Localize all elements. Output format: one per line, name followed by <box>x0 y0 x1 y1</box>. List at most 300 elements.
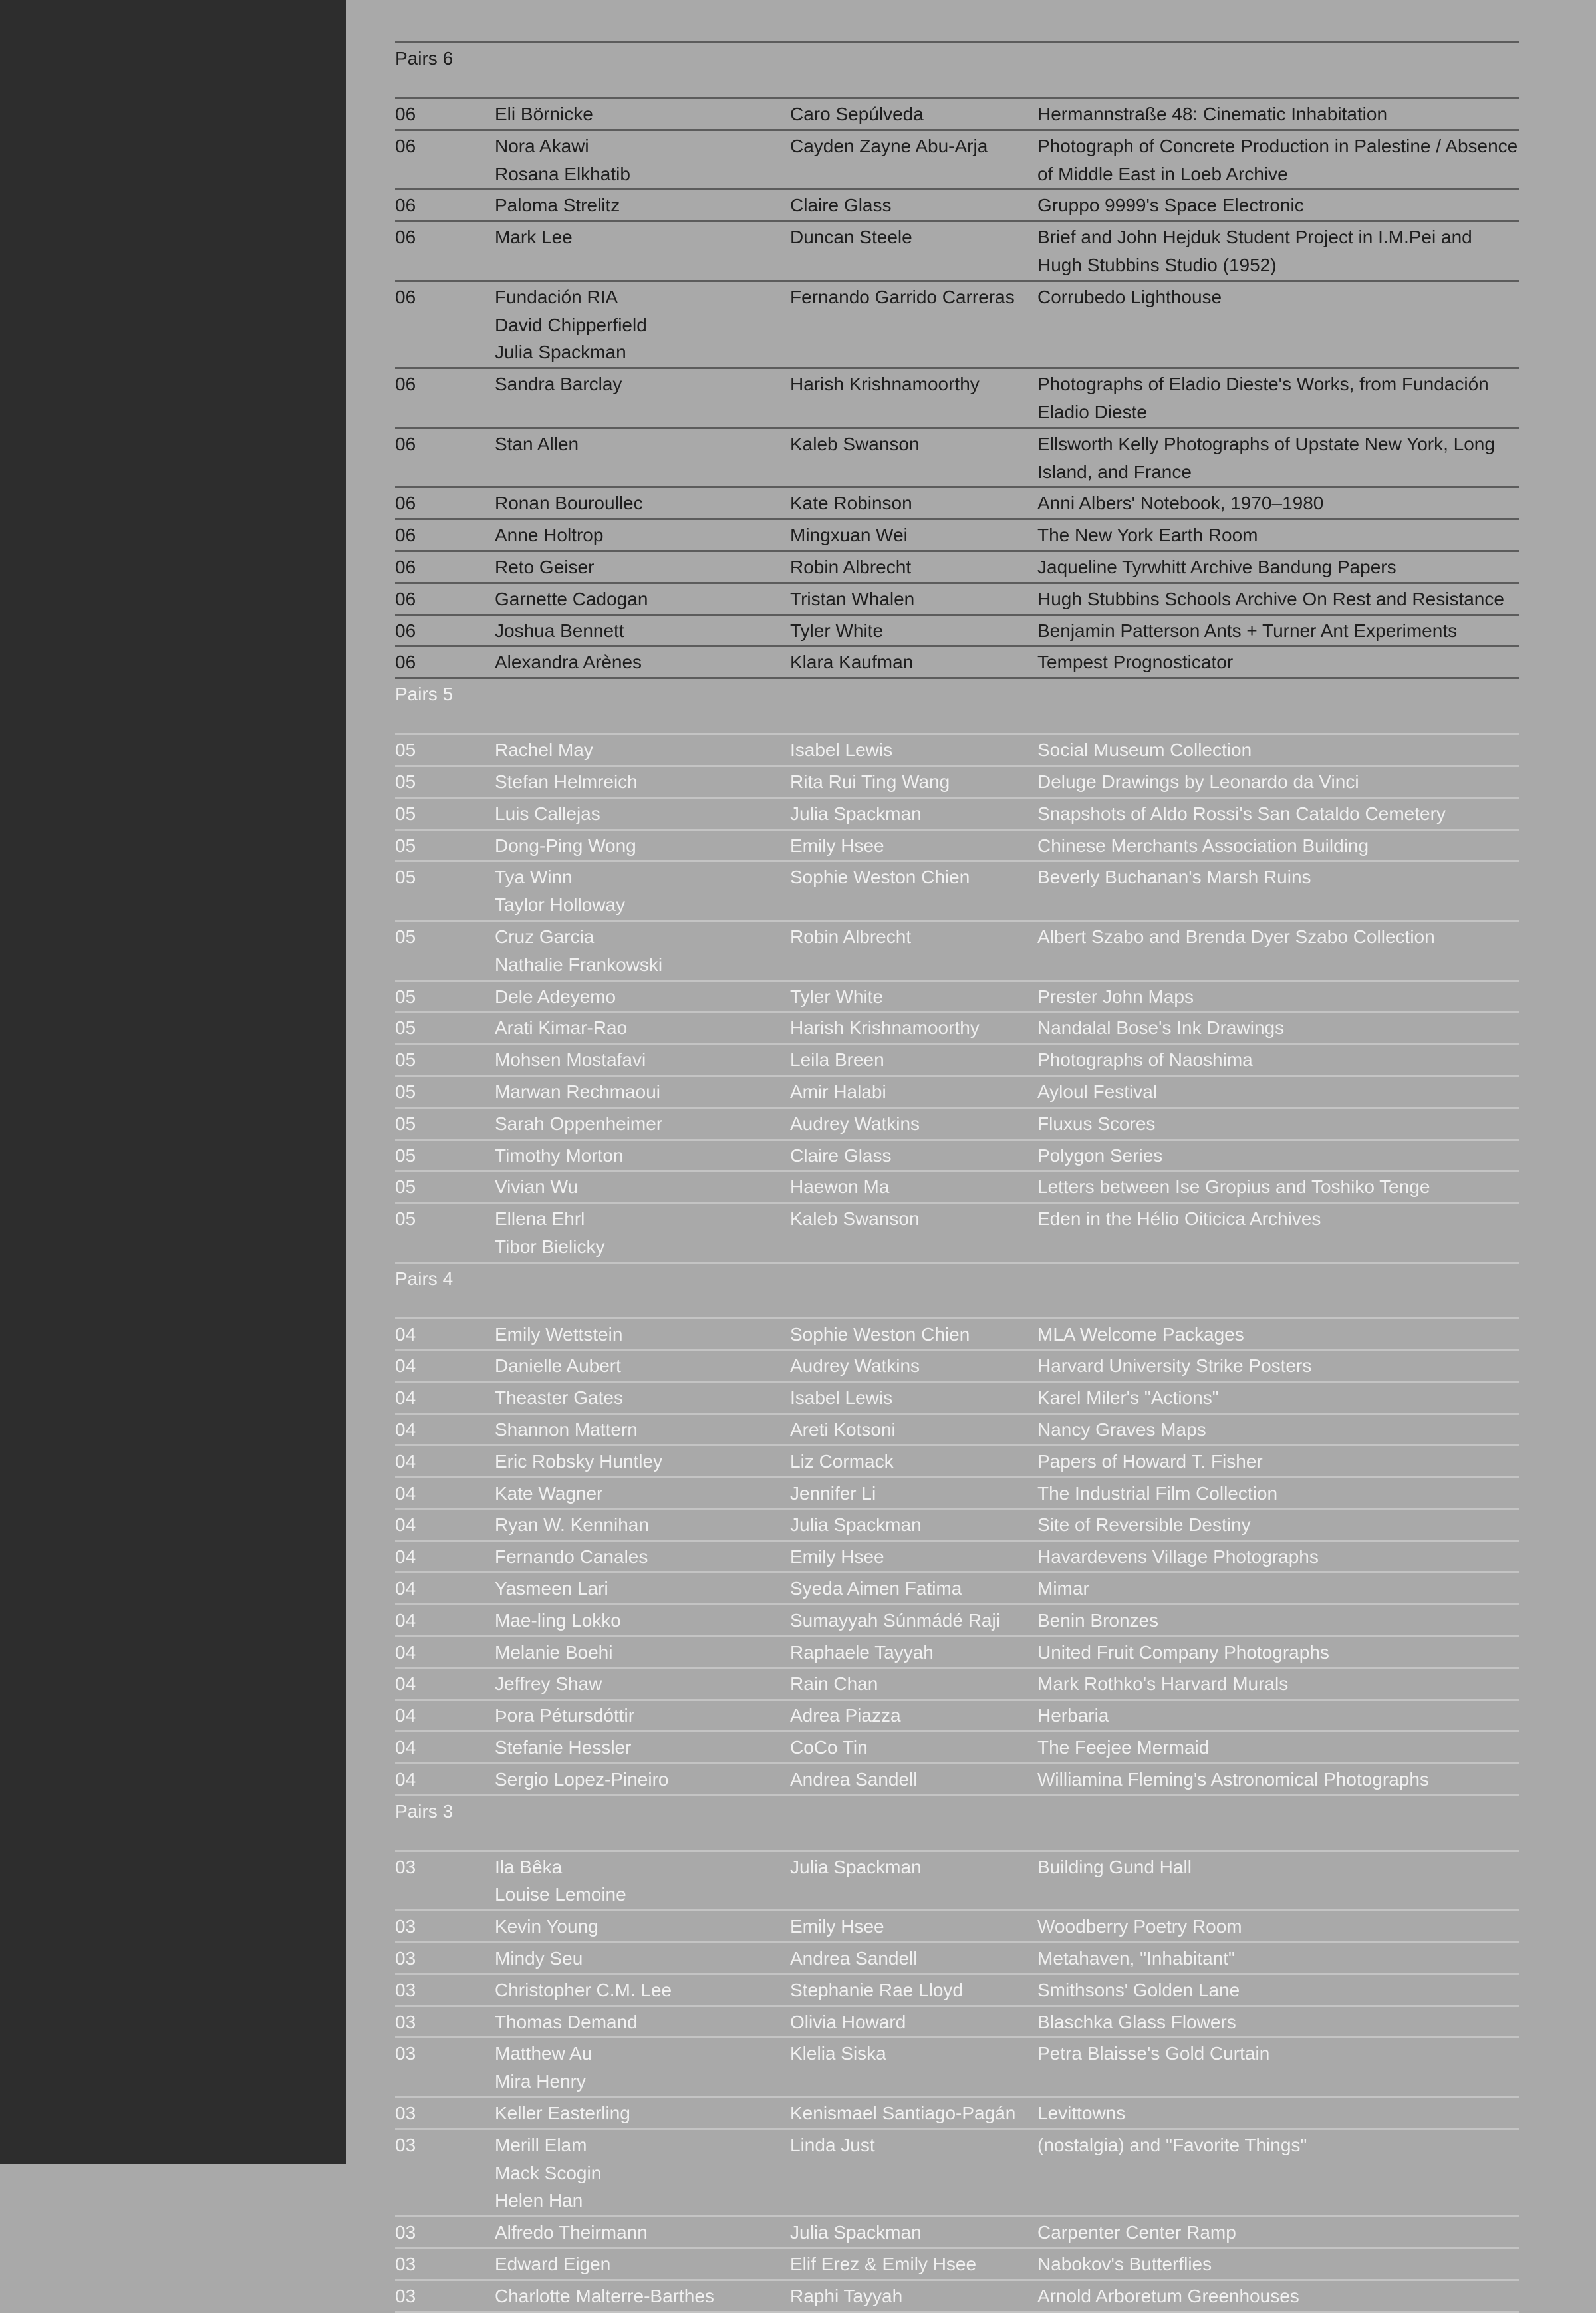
pair-number: 05 <box>395 771 416 792</box>
partner-name: Sumayyah Súnmádé Raji <box>790 1609 1000 1631</box>
contributor-name: Eric Robsky Huntley <box>495 1450 663 1472</box>
contributors <box>495 1702 790 1730</box>
pair-number: 04 <box>395 1546 416 1567</box>
section-heading: Pairs 3 <box>395 1796 1519 1852</box>
project-title: Gruppo 9999's Space Electronic <box>1037 195 1304 216</box>
contributors <box>495 283 790 366</box>
contributors <box>495 800 790 828</box>
contributor-name: Kevin Young <box>495 1916 598 1937</box>
partner-name: Julia Spackman <box>790 803 922 824</box>
pair-number: 04 <box>395 1450 416 1472</box>
contributor-name: David Chipperfield <box>495 314 647 335</box>
partner-name: Tyler White <box>790 620 884 641</box>
partner-name: Olivia Howard <box>790 2011 906 2032</box>
pair-number: 05 <box>395 926 416 947</box>
contributor-name: Cruz Garcia <box>495 926 595 947</box>
contributor-name: Taylor Holloway <box>495 894 626 916</box>
partner-name: Liz Cormack <box>790 1450 894 1472</box>
contributor-name: Fernando Canales <box>495 1546 648 1567</box>
pair-row <box>395 190 1519 222</box>
pair-row <box>395 1319 1519 1351</box>
partner-name: Isabel Lewis <box>790 740 893 761</box>
contributor-name: Dele Adeyemo <box>495 986 616 1007</box>
contributor-name: Christopher C.M. Lee <box>495 1979 672 2000</box>
pair-number: 03 <box>395 2254 416 2274</box>
contributor-name: Mohsen Mostafavi <box>495 1049 646 1071</box>
book-spine <box>0 0 346 2164</box>
contributors <box>495 1913 790 1941</box>
pair-number: 06 <box>395 433 416 454</box>
contributor-name: Mack Scogin <box>495 2162 602 2183</box>
contributor-name: Ryan W. Kennihan <box>495 1514 649 1536</box>
contributor-name: Rachel May <box>495 740 593 761</box>
contributors <box>495 923 790 979</box>
contributors <box>495 370 790 426</box>
contributors <box>495 863 790 919</box>
pairs-section <box>395 1264 1519 1796</box>
index-page <box>346 0 1596 2306</box>
contributor-name: Þora Pétursdóttir <box>495 1705 635 1726</box>
contributor-name: Arati Kimar-Rao <box>495 1018 628 1039</box>
contributor-name: Keller Easterling <box>495 2103 630 2124</box>
project-title: Benin Bronzes <box>1037 1609 1159 1631</box>
partner-name: Duncan Steele <box>790 227 912 248</box>
partner-name: Julia Spackman <box>790 1856 922 1877</box>
contributor-name: Mindy Seu <box>495 1948 583 1969</box>
contributor-name: Eli Börnicke <box>495 104 593 124</box>
pair-row <box>395 1351 1519 1383</box>
project-title: Ayloul Festival <box>1037 1081 1158 1102</box>
project-title: Site of Reversible Destiny <box>1037 1514 1251 1536</box>
pair-number: 04 <box>395 1482 416 1504</box>
partner-name: Cayden Zayne Abu-Arja <box>790 135 988 156</box>
contributor-name: Helen Han <box>495 2190 583 2211</box>
pair-row <box>395 735 1519 767</box>
contributors <box>495 768 790 796</box>
partner-name: Caro Sepúlveda <box>790 104 924 124</box>
pair-number: 05 <box>395 740 416 761</box>
contributor-name: Tya Winn <box>495 867 573 888</box>
partner-name: Amir Halabi <box>790 1081 886 1102</box>
contributors <box>495 617 790 645</box>
partner-name: Kenismael Santiago-Pagán <box>790 2103 1016 2124</box>
pair-number: 03 <box>395 1979 416 2000</box>
pair-row <box>395 982 1519 1014</box>
partner-name: Claire Glass <box>790 195 892 216</box>
contributors <box>495 430 790 486</box>
partner-name: Adrea Piazza <box>790 1705 901 1726</box>
contributors <box>495 1766 790 1794</box>
contributor-name: Merill Elam <box>495 2134 587 2155</box>
contributors <box>495 1511 790 1539</box>
pair-row <box>395 99 1519 131</box>
pair-number: 06 <box>395 556 416 577</box>
contributor-name: Jeffrey Shaw <box>495 1673 602 1695</box>
partner-name: Jennifer Li <box>790 1482 876 1504</box>
project-title: The Industrial Film Collection <box>1037 1482 1278 1504</box>
pair-number: 05 <box>395 867 416 888</box>
pair-number: 06 <box>395 588 416 609</box>
pairs-section <box>395 43 1519 679</box>
pair-number: 06 <box>395 652 416 673</box>
pair-row <box>395 767 1519 799</box>
contributor-name: Emily Wettstein <box>495 1323 623 1345</box>
project-title: Anni Albers' Notebook, 1970–1980 <box>1037 493 1324 514</box>
partner-name: Rita Rui Ting Wang <box>790 771 950 792</box>
pair-row <box>395 429 1519 489</box>
pair-row <box>395 1701 1519 1732</box>
contributors <box>495 223 790 279</box>
project-title: Karel Miler's "Actions" <box>1037 1387 1219 1409</box>
contributors <box>495 1078 790 1106</box>
contributor-name: Mark Lee <box>495 227 573 248</box>
contributor-name: Stefanie Hessler <box>495 1737 632 1758</box>
contributors <box>495 1416 790 1444</box>
partner-name: Stephanie Rae Lloyd <box>790 1979 963 2000</box>
pair-number: 03 <box>395 2134 416 2155</box>
partner-name: Tristan Whalen <box>790 588 915 609</box>
partner-name: Isabel Lewis <box>790 1387 893 1409</box>
partner-name: Raphaele Tayyah <box>790 1641 934 1663</box>
pair-number: 05 <box>395 1208 416 1230</box>
pair-row <box>395 2007 1519 2039</box>
contributor-name: Dong-Ping Wong <box>495 835 636 856</box>
pair-row <box>395 1172 1519 1204</box>
project-title: Building Gund Hall <box>1037 1856 1192 1877</box>
pair-row <box>395 616 1519 648</box>
partner-name: Raphi Tayyah <box>790 2285 903 2306</box>
project-title: United Fruit Company Photographs <box>1037 1641 1329 1663</box>
project-title: Papers of Howard T. Fisher <box>1037 1450 1263 1472</box>
project-title: Metahaven, "Inhabitant" <box>1037 1948 1235 1969</box>
partner-name: Mingxuan Wei <box>790 525 908 546</box>
contributors <box>495 1142 790 1170</box>
contributor-name: Edward Eigen <box>495 2254 611 2274</box>
contributor-name: Danielle Aubert <box>495 1355 621 1377</box>
pair-row <box>395 799 1519 831</box>
contributor-name: Mira Henry <box>495 2071 586 2092</box>
contributors <box>495 2282 790 2310</box>
contributor-name: Shannon Mattern <box>495 1419 638 1440</box>
pair-row <box>395 1478 1519 1510</box>
contributors <box>495 521 790 549</box>
pair-number: 05 <box>395 1018 416 1039</box>
project-title: Ellsworth Kelly Photographs of Upstate New York, Long Island, and France <box>1037 433 1495 482</box>
pair-row <box>395 1852 1519 1912</box>
pair-number: 06 <box>395 525 416 546</box>
contributors <box>495 2219 790 2246</box>
project-title: Arnold Arboretum Greenhouses <box>1037 2285 1299 2306</box>
project-title: Havardevens Village Photographs <box>1037 1546 1319 1567</box>
pair-number: 04 <box>395 1578 416 1599</box>
pair-row <box>395 1637 1519 1669</box>
contributor-name: Alfredo Theirmann <box>495 2222 648 2243</box>
project-title: (nostalgia) and "Favorite Things" <box>1037 2134 1307 2155</box>
project-title: Polygon Series <box>1037 1145 1163 1166</box>
partner-name: Robin Albrecht <box>790 556 912 577</box>
contributors <box>495 1173 790 1201</box>
pair-number: 03 <box>395 2043 416 2064</box>
pair-row <box>395 2038 1519 2098</box>
partner-name: Fernando Garrido Carreras <box>790 286 1015 307</box>
contributors <box>495 2040 790 2096</box>
pair-row <box>395 222 1519 282</box>
project-title: Smithsons' Golden Lane <box>1037 1979 1240 2000</box>
contributors <box>495 1734 790 1762</box>
pair-row <box>395 2130 1519 2217</box>
pair-number: 03 <box>395 2222 416 2243</box>
partner-name: Claire Glass <box>790 1145 892 1166</box>
partner-name: Andrea Sandell <box>790 1768 918 1790</box>
project-title: Harvard University Strike Posters <box>1037 1355 1312 1377</box>
contributor-name: Paloma Strelitz <box>495 195 620 216</box>
contributors <box>495 1670 790 1698</box>
section-heading: Pairs 5 <box>395 679 1519 735</box>
contributors <box>495 585 790 613</box>
pair-row <box>395 1764 1519 1796</box>
contributor-name: Alexandra Arènes <box>495 652 642 673</box>
pair-number: 06 <box>395 195 416 216</box>
partner-name: Leila Breen <box>790 1049 884 1071</box>
contributor-name: Yasmeen Lari <box>495 1578 608 1599</box>
pair-number: 06 <box>395 135 416 156</box>
contributors <box>495 192 790 219</box>
contributors <box>495 1205 790 1261</box>
partner-name: Klelia Siska <box>790 2043 886 2064</box>
contributor-name: Sergio Lopez-Pineiro <box>495 1768 669 1790</box>
partner-name: Rain Chan <box>790 1673 878 1695</box>
contributors <box>495 1639 790 1667</box>
contributor-name: Vivian Wu <box>495 1176 579 1198</box>
pair-number: 06 <box>395 620 416 641</box>
pair-number: 05 <box>395 1176 416 1198</box>
project-title: The New York Earth Room <box>1037 525 1258 546</box>
pair-number: 04 <box>395 1387 416 1409</box>
pair-number: 03 <box>395 2011 416 2032</box>
project-title: Deluge Drawings by Leonardo da Vinci <box>1037 771 1359 792</box>
pair-row <box>395 2281 1519 2313</box>
project-title: Herbaria <box>1037 1705 1109 1726</box>
contributors <box>495 1976 790 2004</box>
pair-row <box>395 1975 1519 2007</box>
pair-number: 06 <box>395 104 416 124</box>
project-title: Woodberry Poetry Room <box>1037 1916 1242 1937</box>
contributors <box>495 2100 790 2127</box>
contributor-name: Thomas Demand <box>495 2011 638 2032</box>
pair-number: 06 <box>395 227 416 248</box>
partner-name: Klara Kaufman <box>790 652 914 673</box>
project-title: Nabokov's Butterflies <box>1037 2254 1212 2274</box>
contributor-name: Nora Akawi <box>495 135 589 156</box>
pair-number: 06 <box>395 374 416 395</box>
contributors <box>495 983 790 1011</box>
pair-row <box>395 2249 1519 2281</box>
contributor-name: Tibor Bielicky <box>495 1236 605 1257</box>
contributor-name: Reto Geiser <box>495 556 595 577</box>
project-title: Beverly Buchanan's Marsh Ruins <box>1037 867 1311 888</box>
pair-row <box>395 1383 1519 1415</box>
partner-name: Kaleb Swanson <box>790 1208 920 1230</box>
pair-number: 04 <box>395 1323 416 1345</box>
contributors <box>495 132 790 188</box>
pair-number: 05 <box>395 1113 416 1134</box>
pair-row <box>395 2098 1519 2130</box>
pair-row <box>395 2217 1519 2249</box>
project-title: Prester John Maps <box>1037 986 1194 1007</box>
contributor-name: Matthew Au <box>495 2043 593 2064</box>
pair-row <box>395 584 1519 616</box>
section-heading: Pairs 6 <box>395 43 1519 99</box>
contributor-name: Joshua Bennett <box>495 620 624 641</box>
pairs-index-list <box>395 41 1519 2313</box>
pair-number: 04 <box>395 1673 416 1695</box>
partner-name: Emily Hsee <box>790 1546 884 1567</box>
contributors <box>495 648 790 676</box>
project-title: Snapshots of Aldo Rossi's San Cataldo Cemetery <box>1037 803 1446 824</box>
partner-name: Robin Albrecht <box>790 926 912 947</box>
pair-row <box>395 1605 1519 1637</box>
pair-row <box>395 1077 1519 1109</box>
project-title: Levittowns <box>1037 2103 1126 2124</box>
partner-name: Haewon Ma <box>790 1176 890 1198</box>
contributor-name: Rosana Elkhatib <box>495 163 630 184</box>
project-title: Eden in the Hélio Oiticica Archives <box>1037 1208 1321 1230</box>
pair-number: 04 <box>395 1355 416 1377</box>
project-title: Benjamin Patterson Ants + Turner Ant Experiments <box>1037 620 1458 641</box>
contributor-name: Theaster Gates <box>495 1387 623 1409</box>
pair-number: 06 <box>395 286 416 307</box>
pair-row <box>395 1732 1519 1764</box>
project-title: Nancy Graves Maps <box>1037 1419 1206 1440</box>
pair-row <box>395 1415 1519 1446</box>
project-title: Williamina Fleming's Astronomical Photographs <box>1037 1768 1429 1790</box>
project-title: Mimar <box>1037 1578 1089 1599</box>
contributor-name: Anne Holtrop <box>495 525 604 546</box>
pair-row <box>395 1109 1519 1141</box>
project-title: Photographs of Naoshima <box>1037 1049 1253 1071</box>
contributors <box>495 1480 790 1508</box>
partner-name: Emily Hsee <box>790 835 884 856</box>
partner-name: Syeda Aimen Fatima <box>790 1578 962 1599</box>
project-title: Photographs of Eladio Dieste's Works, from Fundación Eladio Dieste <box>1037 374 1489 422</box>
partner-name: CoCo Tin <box>790 1737 868 1758</box>
project-title: Blaschka Glass Flowers <box>1037 2011 1236 2032</box>
project-title: Letters between Ise Gropius and Toshiko Tenge <box>1037 1176 1430 1198</box>
pair-number: 04 <box>395 1705 416 1726</box>
project-title: Fluxus Scores <box>1037 1113 1156 1134</box>
contributors <box>495 1352 790 1380</box>
pair-row <box>395 131 1519 191</box>
pair-row <box>395 1013 1519 1045</box>
project-title: Hugh Stubbins Schools Archive On Rest and Resistance <box>1037 588 1504 609</box>
project-title: Hermannstraße 48: Cinematic Inhabitation <box>1037 104 1388 124</box>
partner-name: Audrey Watkins <box>790 1355 920 1377</box>
contributors <box>495 2250 790 2278</box>
partner-name: Linda Just <box>790 2134 875 2155</box>
partner-name: Harish Krishnamoorthy <box>790 1018 980 1039</box>
contributor-name: Ila Bêka <box>495 1856 563 1877</box>
contributor-name: Kate Wagner <box>495 1482 603 1504</box>
pair-row <box>395 488 1519 520</box>
pair-row <box>395 1911 1519 1943</box>
contributor-name: Marwan Rechmaoui <box>495 1081 660 1102</box>
pair-number: 03 <box>395 1856 416 1877</box>
pair-number: 05 <box>395 1145 416 1166</box>
contributor-name: Louise Lemoine <box>495 1884 626 1905</box>
contributor-name: Sarah Oppenheimer <box>495 1113 663 1134</box>
pair-row <box>395 831 1519 863</box>
partner-name: Andrea Sandell <box>790 1948 918 1969</box>
pair-number: 03 <box>395 1948 416 1969</box>
pair-number: 04 <box>395 1737 416 1758</box>
pair-number: 05 <box>395 1081 416 1102</box>
contributor-name: Nathalie Frankowski <box>495 954 663 975</box>
pairs-section <box>395 679 1519 1264</box>
partner-name: Harish Krishnamoorthy <box>790 374 980 395</box>
contributors <box>495 1607 790 1635</box>
contributors <box>495 2131 790 2215</box>
pair-number: 04 <box>395 1609 416 1631</box>
partner-name: Sophie Weston Chien <box>790 867 970 888</box>
project-title: Social Museum Collection <box>1037 740 1252 761</box>
project-title: MLA Welcome Packages <box>1037 1323 1244 1345</box>
contributors <box>495 1448 790 1476</box>
contributors <box>495 1110 790 1138</box>
pair-row <box>395 1943 1519 1975</box>
project-title: Jaqueline Tyrwhitt Archive Bandung Papers <box>1037 556 1396 577</box>
project-title: Albert Szabo and Brenda Dyer Szabo Collection <box>1037 926 1435 947</box>
contributors <box>495 1945 790 1973</box>
partner-name: Kaleb Swanson <box>790 433 920 454</box>
pair-row <box>395 1669 1519 1701</box>
contributor-name: Garnette Cadogan <box>495 588 648 609</box>
contributors <box>495 1046 790 1074</box>
project-title: Chinese Merchants Association Building <box>1037 835 1369 856</box>
contributor-name: Sandra Barclay <box>495 374 622 395</box>
pair-number: 03 <box>395 2285 416 2306</box>
pair-row <box>395 862 1519 922</box>
project-title: Carpenter Center Ramp <box>1037 2222 1236 2243</box>
partner-name: Sophie Weston Chien <box>790 1323 970 1345</box>
project-title: Petra Blaisse's Gold Curtain <box>1037 2043 1270 2064</box>
contributor-name: Ronan Bouroullec <box>495 493 643 514</box>
contributors <box>495 1014 790 1042</box>
pair-number: 06 <box>395 493 416 514</box>
contributors <box>495 1543 790 1571</box>
contributor-name: Luis Callejas <box>495 803 600 824</box>
pair-row <box>395 922 1519 982</box>
pair-number: 05 <box>395 835 416 856</box>
project-title: Corrubedo Lighthouse <box>1037 286 1222 307</box>
contributor-name: Timothy Morton <box>495 1145 624 1166</box>
contributors <box>495 1321 790 1349</box>
project-title: The Feejee Mermaid <box>1037 1737 1210 1758</box>
pair-row <box>395 552 1519 584</box>
pair-number: 05 <box>395 986 416 1007</box>
contributor-name: Ellena Ehrl <box>495 1208 585 1230</box>
contributors <box>495 1384 790 1412</box>
partner-name: Elif Erez & Emily Hsee <box>790 2254 977 2274</box>
contributor-name: Mae-ling Lokko <box>495 1609 621 1631</box>
pair-number: 04 <box>395 1514 416 1536</box>
project-title: Photograph of Concrete Production in Palestine / Absence of Middle East in Loeb Archive <box>1037 135 1518 184</box>
pair-row <box>395 1446 1519 1478</box>
contributors <box>495 1853 790 1909</box>
partner-name: Kate Robinson <box>790 493 912 514</box>
pair-number: 04 <box>395 1419 416 1440</box>
contributors <box>495 553 790 581</box>
contributor-name: Julia Spackman <box>495 342 626 363</box>
